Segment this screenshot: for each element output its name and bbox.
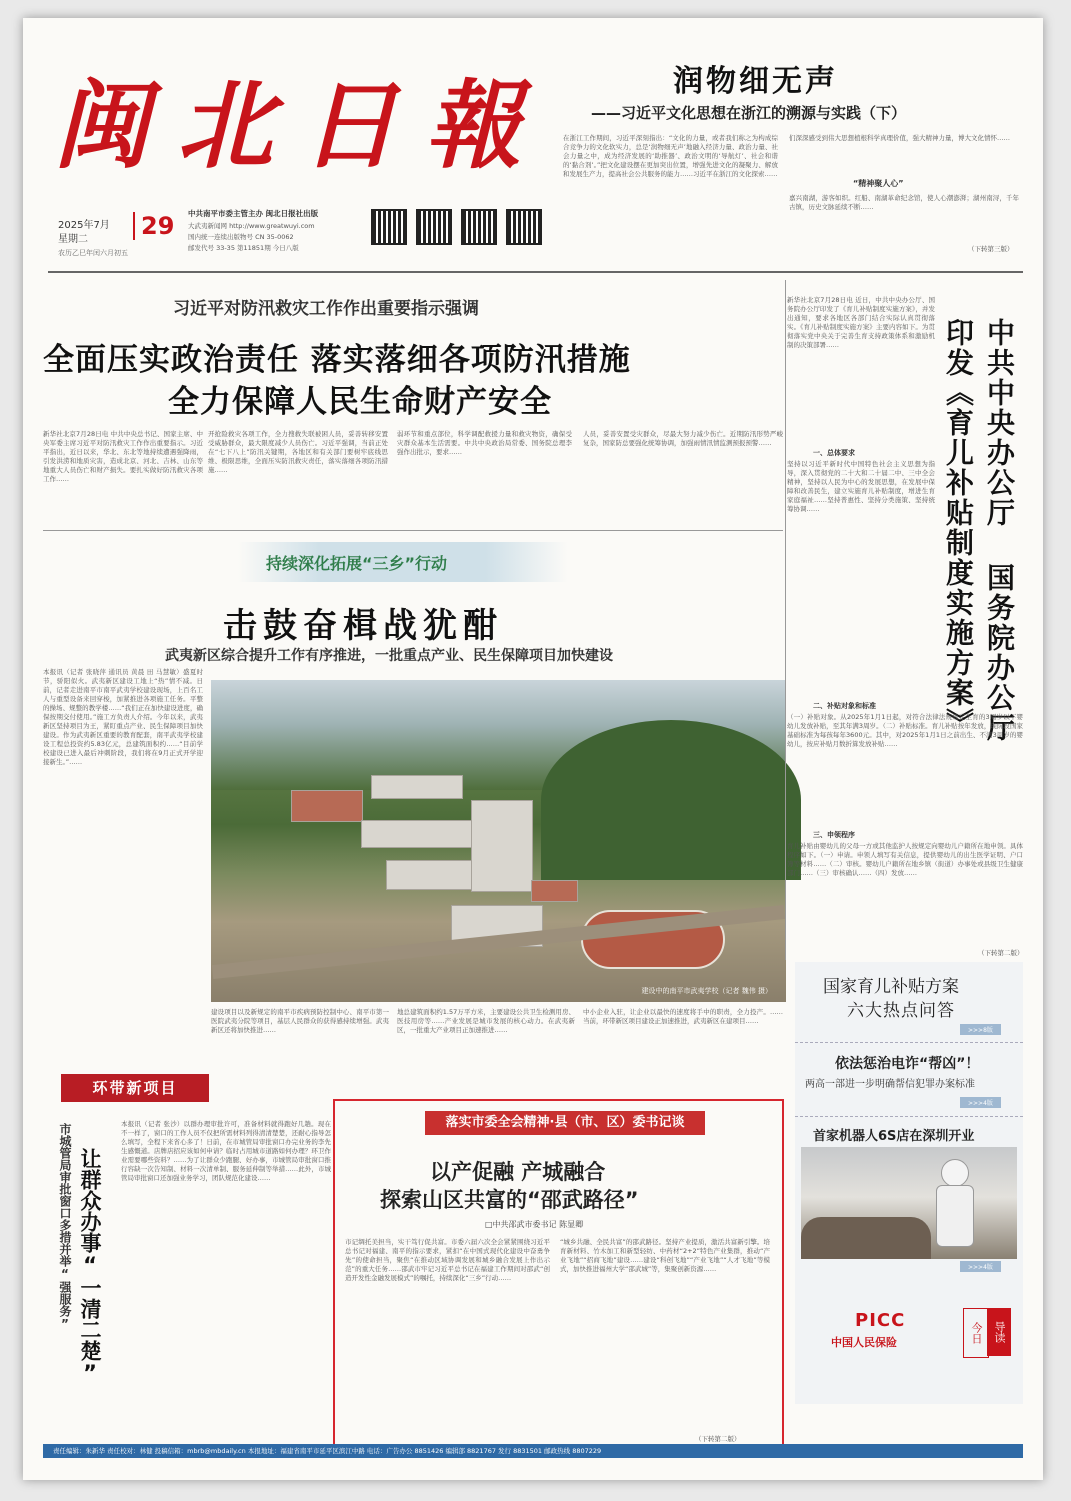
policy-text: 新华社北京7月28日电 近日，中共中央办公厅、国务院办公厅印发了《育儿补贴制度实施方案》，并发出通知，要求各地区各部门结合实际认真贯彻落实。《育儿补贴制度实施方案》主要内容如下。为贯彻落实党中央关于完善生育支持政策体系和激励机制的决策部署……: [787, 296, 935, 349]
commentary-text: “城乡共融、全民共富”的邵武路径。坚持产业提质，激活共富新引擎。培育新材料、竹木加工和新型轻纺、中药材“2+2”特色产业集群，推动“产业飞地”“招商飞地”建设……建设“科创飞地”“产业飞地”“人才飞地”等模式，加快推进福州大学“邵武城”等，集聚创新资源……: [560, 1238, 770, 1273]
date-weekday: 星期二: [58, 234, 88, 245]
photo-caption: 建设中的南平市武夷学校（记者 魏伟 摄）: [641, 987, 772, 995]
robot-icon: [941, 1159, 969, 1187]
picc-name: 中国人民保险: [831, 1336, 897, 1349]
flood-kicker: 习近平对防汛救灾工作作出重要指示强调: [173, 299, 479, 319]
date-lunar: 农历乙巳年闰六月初五: [58, 249, 128, 257]
publisher-line: 国内统一连续出版物号 CN 35-0062: [188, 233, 294, 241]
masthead-char: 闽: [53, 69, 151, 182]
feature-quote: “精神聚人心”: [853, 179, 904, 188]
promo-title: 首家机器人6S店在深圳开业: [813, 1129, 975, 1144]
policy-headline-left: 印发《育儿补贴制度实施方案》: [942, 318, 975, 738]
article-text: 本报讯（记者 张沙）以群办理审批许可，准备材料就得跑好几趟。现在不一样了，窗口的工作人员不仅把所需材料列得清清楚楚，还耐心指导怎么填写，全程下来省心多了！日前，在市城管局审批窗口办完业务的李先生感慨道。店牌店招应该如何申请？临时占用城市道路如何办理？环卫作业需要哪些资料？……为了让群众少跑腿、好办事，市城管局审批窗口推行容缺一次告知制、材料一次清单制、服务延伸制等举措……此外，市城管局审批窗口还加强业务学习，团队规范化建设……: [121, 1120, 331, 1182]
photo-building: [371, 775, 463, 799]
publisher-line: 邮发代号 33-35 第11851期 今日八版: [188, 244, 299, 252]
ring-tag[interactable]: [61, 1074, 209, 1102]
ring-headline: 让群众办事“一清二楚”: [78, 1148, 102, 1385]
commentary-byline: □中共邵武市委书记 陈显卿: [485, 1220, 584, 1229]
commentary-highlight-box[interactable]: [333, 1099, 784, 1452]
photo-building: [471, 800, 533, 892]
today-guide-badge[interactable]: [963, 1308, 1011, 1356]
policy-section: 二、补贴对象和标准: [813, 702, 876, 710]
sanxiang-headline: 击鼓奋楫战犹酣: [223, 606, 503, 646]
promo-page-tag: >>>4版: [960, 1097, 1001, 1108]
photo-hill: [541, 720, 801, 880]
article-text: 开抢险救灾各项工作，全力搜救失联被困人员，妥善转移安置受威胁群众，最大限度减少人员伤亡。习近平强调，当前正处在“七下八上”防汛关键期，各地区和有关部门要树牢底线思维、极限思维，全面压实防汛救灾责任，落实落细各项防汛措施……: [208, 430, 388, 474]
article-text: 建设项目以及新规定的南平市疾病预防控制中心、南平市第一医院武夷分院等项目，基层人民群众的获得感持续增强。武夷新区还将加快推进……: [211, 1008, 389, 1034]
promo-subtitle: 两高一部进一步明确帮信犯罪办案标准: [805, 1079, 975, 1090]
footer-bar: [43, 1444, 1023, 1458]
masthead-logo: [53, 66, 523, 186]
photo-building: [361, 820, 483, 848]
picc-logo: PICC: [855, 1310, 906, 1331]
qr-code-icon[interactable]: [418, 211, 450, 243]
commentary-banner: [425, 1111, 705, 1135]
flood-headline-2: 全力保障人民生命财产安全: [168, 384, 552, 420]
flood-headline-1: 全面压实政治责任 落实落细各项防汛措施: [43, 342, 631, 378]
ring-subhead: 市城管局审批窗口多措并举“强服务”: [58, 1123, 72, 1331]
promo-item-fraud[interactable]: [795, 1042, 1023, 1113]
commentary-banner-text: 落实市委全会精神·县（市、区）委书记谈: [445, 1115, 685, 1130]
sanxiang-banner: [238, 542, 568, 582]
newspaper-page: [23, 18, 1043, 1480]
promo-page-tag: >>>4版: [960, 1261, 1001, 1272]
qr-code-icon[interactable]: [508, 211, 540, 243]
policy-text: （一）补贴对象。从2025年1月1日起，对符合法律法规规定生育的3周岁以下婴幼儿发放补贴，至其年满3周岁。（二）补贴标准。育儿补贴按年发放，现阶段国家基础标准为每孩每年3600元。其中，对2025年1月1日之前出生、不满3周岁的婴幼儿，按应补贴月数折算发放补贴……: [787, 713, 1023, 748]
feature-continued: （下转第三版）: [968, 245, 1014, 253]
column-rule: [43, 530, 783, 531]
sanxiang-banner-text: 持续深化拓展“三乡”行动: [266, 554, 448, 573]
article-text: 中小企业入驻，让企业以最快的速度将手中的职责，全力投产。……当前，环带新区项目建设正加速推进，武夷新区在建项目……: [583, 1008, 783, 1025]
date-box: [48, 212, 175, 257]
feature-title: 润物细无声: [673, 64, 838, 99]
robot-body: [936, 1185, 974, 1247]
promo-title: 国家育儿补贴方案: [823, 977, 959, 997]
sanxiang-subhead: 武夷新区综合提升工作有序推进，一批重点产业、民生保障项目加快建设: [165, 648, 613, 664]
publisher-line: 中共南平市委主管主办 闽北日报社出版: [188, 209, 319, 218]
publisher-line: 大武夷新闻网 http://www.greatwuyi.com: [188, 222, 315, 230]
robot-photo[interactable]: [801, 1147, 1017, 1259]
feature-text: 嘉兴南湖，游客如织。红船、南湖革命纪念馆，使人心潮澎湃；湖州南浔，千年古镇，历史文脉延续不断……: [789, 194, 1019, 211]
campus-photo[interactable]: [211, 680, 786, 1002]
feature-text: 在浙江工作期间，习近平深刻指出：“文化的力量，或者我们称之为构成综合竞争力的文化软实力，总是‘润物细无声’地融入经济力量、政治力量、社会力量之中，成为经济发展的‘助推器’、政治文明的‘导航灯’、社会和谐的‘黏合剂’。”把文化建设摆在更加突出位置，增强先进文化的凝聚力、解放和发展生产力，提高社会公共服务的能力……习近平在浙江的文化探索……: [563, 134, 778, 178]
promo-title: 依法惩治电诈“帮凶”！: [835, 1056, 980, 1072]
promo-panel: [795, 962, 1023, 1404]
article-text: 弱环节和重点部位，科学调配救援力量和救灾物资，确保受灾群众基本生活需要。中共中央政治局常委、国务院总理李强作出批示，要求……: [397, 430, 572, 456]
policy-headline-right: 中共中央办公厅 国务院办公厅: [983, 318, 1016, 743]
policy-text: 育儿补贴由婴幼儿的父母一方或其他监护人按规定向婴幼儿户籍所在地申领。具体程序如下。（一）申请。申领人填写有关信息，提供婴幼儿的出生医学证明、户口簿等材料……（二）审核。婴幼儿户籍所在地乡镇（街道）办事处或县级卫生健康部门……（三）审核确认……（四）发放……: [787, 842, 1023, 877]
footer-text: 责任编辑：朱新华 责任校对：林健 投稿信箱：mbrb@mbdaily.cn 本报地址：福建省南平市延平区滨江中路 电话：广告办公 8851426 编辑部 8821767 发行 8831501 邮政热线 8807229: [53, 1447, 602, 1455]
article-text: 新华社北京7月28日电 中共中央总书记、国家主席、中央军委主席习近平对防汛救灾工作作出重要指示。习近平指出，近日以来，华北、东北等地持续遭遇强降雨，引发洪涝和地质灾害，造成北京、河北、吉林、山东等地重大人员伤亡和财产损失。要扎实做好防汛救灾各项工作……: [43, 430, 203, 483]
divider: [48, 271, 1023, 273]
badge-char: 今日: [963, 1308, 989, 1358]
commentary-text: 市记绸托美担当，实干笃行促共富。市委六届六次全会紧紧围绕习近平总书记对福建、南平的指示要求，紧扣“在中国式现代化建设中奋勇争先”的使命担当，聚焦“在推动区域协调发展和城乡融合发展上作出示范”的重大任务……邵武市牢记习近平总书记在福建工作期间对邵武“创造开发性金融发展模式”的嘱托，持续深化“三乡”行动……: [345, 1238, 550, 1282]
policy-text: 坚持以习近平新时代中国特色社会主义思想为指导，深入贯彻党的二十大和二十届二中、三中全会精神，坚持以人民为中心的发展思想，在发展中保障和改善民生，建立实施育儿补贴制度，增进生育家庭福祉……坚持普惠性、坚持分类施策、坚持统筹协调……: [787, 460, 935, 513]
column-rule: [785, 280, 786, 960]
commentary-title-1: 以产促融 产城融合: [430, 1160, 606, 1184]
masthead-char: 日: [301, 69, 399, 182]
masthead-char: 報: [425, 69, 523, 182]
ring-tag-label: 环带新项目: [92, 1079, 178, 1097]
photo-building: [531, 880, 578, 902]
date-year-month: 2025年7月: [58, 220, 110, 231]
policy-section: 一、总体要求: [813, 449, 855, 457]
article-text: 地总建筑面积约1.57万平方米，主要建设公共卫生检测用房、医技用房等……产业发展是城市发展的核心动力。在武夷新区，一批重大产业项目正加速推进……: [397, 1008, 575, 1034]
masthead-char: 北: [177, 69, 275, 182]
promo-subtitle: 六大热点问答: [847, 1001, 955, 1021]
badge-char: 导读: [987, 1308, 1011, 1356]
crowd-shape: [801, 1217, 931, 1259]
date-day: 29: [133, 212, 174, 240]
publisher-info: [188, 208, 388, 252]
article-text: 本报讯（记者 张晓萍 通讯员 黄晨 田 马慧敏）盛夏时节，骄阳似火。武夷新区建设工地上“热”情不减。日前，记者走进南平市南平武夷学校建设现场，上百名工人与重型设备来回穿梭，加紧推进各项施工任务。平整的操场、规整的教学楼……“我们正在加快建设进度，确保按期交付使用。”施工方负责人介绍。今年以来，武夷新区坚持项目为王，紧盯重点产业、民生保障项目加快建设。作为武夷新区重要的教育配套，南平武夷学校建设工程总投资约5.83亿元，总建筑面积约……“目前学校建设已进入最后冲刺阶段，我们将在9月正式开学迎接新生。”……: [43, 668, 203, 766]
policy-continued: （下转第二版）: [978, 949, 1024, 957]
policy-section: 三、申领程序: [813, 831, 855, 839]
promo-item-childcare[interactable]: [795, 962, 1023, 1038]
commentary-title-2: 探索山区共富的“邵武路径”: [380, 1188, 639, 1212]
article-text: 人员，妥善安置受灾群众，尽最大努力减少伤亡。近期防汛形势严峻复杂，国家防总要强化统筹协调，加强雨情汛情监测预报预警……: [583, 430, 783, 447]
feature-text: 们深深感受到伟大思想植根科学真理价值，强大精神力量，博大文化情怀……: [789, 134, 1010, 142]
feature-subtitle: ——习近平文化思想在浙江的溯源与实践（下）: [591, 104, 907, 122]
photo-building: [291, 790, 363, 822]
promo-item-robot[interactable]: [795, 1116, 1023, 1271]
qr-code-icon[interactable]: [463, 211, 495, 243]
qr-code-icon[interactable]: [373, 211, 405, 243]
promo-page-tag: >>>8版: [960, 1024, 1001, 1035]
commentary-continued: （下转第二版）: [695, 1435, 741, 1443]
